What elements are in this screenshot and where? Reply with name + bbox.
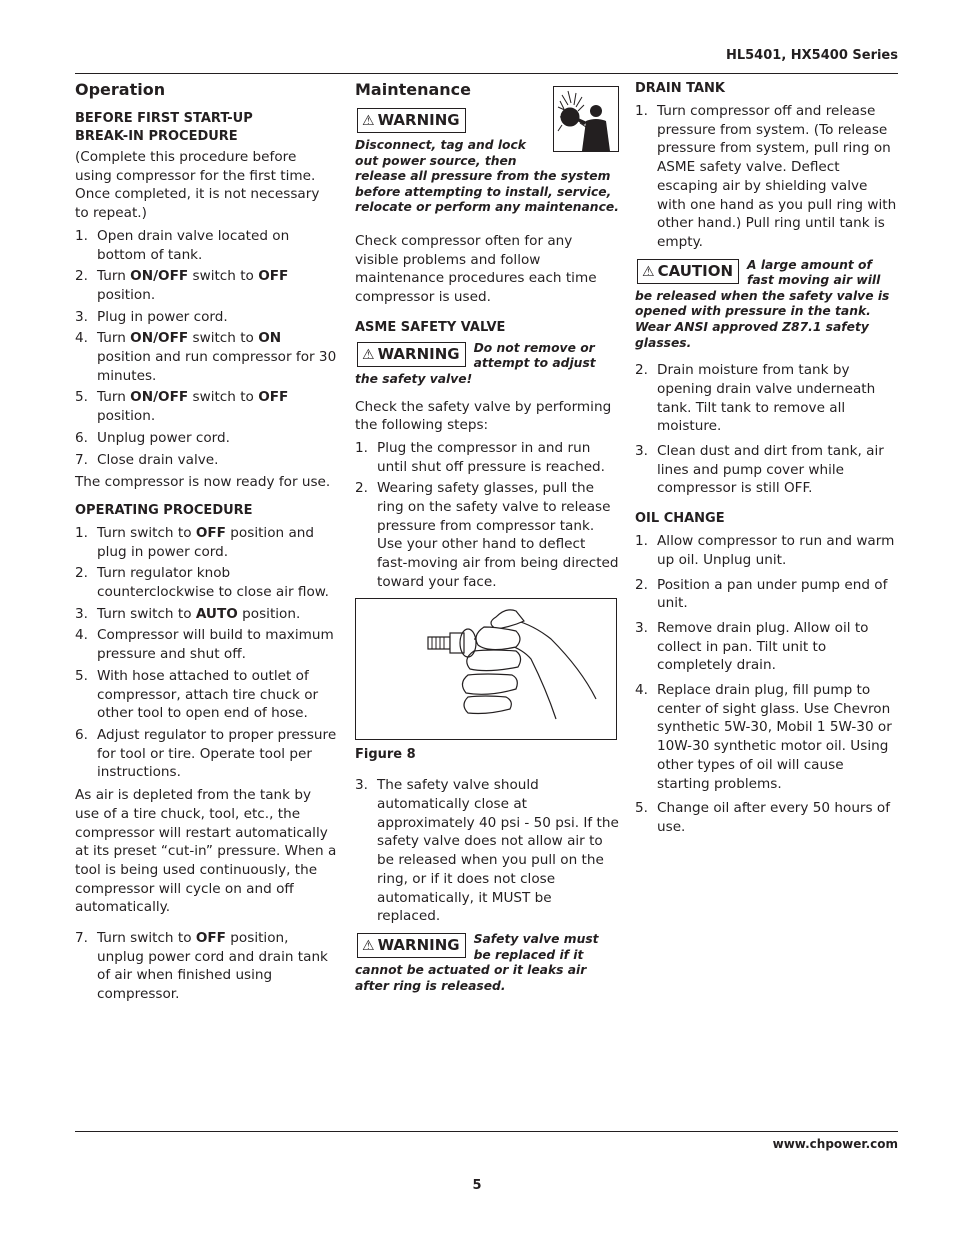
step-text: Turn compressor off and release pressure from system. (To release pressure from system, pull ring on ASME safety valve. Deflect escaping air by shielding valve with one hand as you pull ring with other hand.) Pull ring until tank is empty. [657, 103, 897, 250]
list-item [75, 227, 337, 264]
step-text: position. [237, 605, 301, 622]
top-rule [75, 73, 898, 74]
step-text: Compressor will build to maximum pressure and shut off. [97, 627, 334, 663]
list-item [635, 681, 900, 793]
step-number: 3. [635, 619, 648, 636]
step-text: Position a pan under pump end of unit. [657, 576, 888, 612]
breakin-heading-line2: BREAK-IN PROCEDURE [75, 129, 238, 144]
step-number: 5. [75, 667, 88, 684]
footer-url: www.chpower.com [772, 1137, 898, 1151]
step-number: 5. [75, 389, 88, 406]
list-item [355, 439, 619, 476]
drain-oil-column [635, 78, 900, 841]
breakin-steps [75, 227, 337, 469]
caution-badge [637, 259, 739, 284]
drain-steps [635, 361, 900, 498]
step-bold: ON/OFF [130, 268, 189, 285]
operation-column [75, 78, 337, 1008]
step-text: Turn [97, 268, 131, 285]
step-number: 7. [75, 451, 88, 468]
step-bold: OFF [258, 268, 289, 285]
valve-steps [355, 439, 619, 592]
depleted-text: As air is depleted from the tank by use of a tire chuck, tool, etc., the compressor will restart automatically at its preset “cut-in” pressure. When a tool is being used continuously, the compressor will cycle on and off automatically. [75, 787, 337, 916]
check-valve-text: Check the safety valve by performing the following steps: [355, 398, 612, 434]
valve-step3 [355, 776, 619, 926]
list-item [75, 726, 337, 782]
step-text: switch to [188, 268, 259, 285]
list-item [635, 576, 900, 613]
list-item [75, 429, 337, 448]
warning-triangle-icon: ⚠ [362, 346, 375, 363]
step-text: The safety valve should automatically close at approximately 40 psi - 50 psi. If the safety valve does not allow air to be released when you pull on the ring, or if it does not close automatically, it MUST be replaced. [377, 777, 619, 925]
asme-heading: ASME SAFETY VALVE [355, 319, 506, 335]
step-bold: ON/OFF [130, 389, 189, 406]
warning-label: WARNING [377, 344, 460, 363]
list-item [75, 929, 337, 1004]
list-item [635, 799, 900, 836]
list-item [75, 329, 337, 385]
step-bold: ON [258, 330, 282, 347]
step-number: 4. [75, 627, 88, 644]
step-text: Turn switch to [97, 930, 196, 947]
list-item [75, 626, 337, 663]
warning-badge [357, 933, 466, 958]
explosion-hazard-icon [553, 86, 619, 152]
step-number: 7. [75, 930, 88, 947]
step-text: Clean dust and dirt from tank, air lines and pump cover while compressor is still OFF. [657, 443, 884, 497]
operating-steps [75, 524, 337, 782]
list-item [75, 667, 337, 723]
step-number: 3. [75, 605, 88, 622]
list-item [75, 564, 337, 601]
step-text: Unplug power cord. [97, 429, 230, 446]
warning-badge [357, 342, 466, 367]
step-number: 2. [355, 480, 368, 497]
step-bold: OFF [258, 389, 289, 406]
drain-tank-heading: DRAIN TANK [635, 81, 725, 96]
caution-label: CAUTION [657, 261, 734, 280]
step-text: switch to [188, 389, 259, 406]
step-bold: OFF [195, 930, 226, 947]
step-number: 2. [635, 576, 648, 593]
list-item [75, 524, 337, 561]
oil-change-heading: OIL CHANGE [635, 511, 725, 527]
warning-triangle-icon: ⚠ [642, 263, 655, 280]
step-text: Wearing safety glasses, pull the ring on the safety valve to release pressure from compressor tank. Use your other hand to deflect fast-moving air from being directed toward your face. [377, 480, 619, 590]
figure-caption: Figure 8 [355, 746, 416, 762]
step-text: position, unplug power cord and drain tank of air when finished using compressor. [97, 930, 328, 1003]
step-number: 2. [75, 268, 88, 285]
step-number: 4. [75, 330, 88, 347]
step-text: Allow compressor to run and warm up oil. Unplug unit. [657, 533, 895, 568]
step-text: Turn [97, 330, 131, 347]
check-text: Check compressor often for any visible problems and follow maintenance procedures each time compressor is used. [355, 232, 597, 306]
operating-heading: OPERATING PROCEDURE [75, 502, 253, 518]
warning-label: WARNING [377, 935, 460, 954]
step-text: Close drain valve. [97, 451, 219, 468]
step-bold: OFF [195, 524, 226, 541]
warning-triangle-icon: ⚠ [362, 113, 375, 129]
list-item [355, 479, 619, 591]
step-number: 1. [75, 227, 88, 244]
step-number: 1. [75, 524, 88, 541]
maintenance-title: Maintenance [355, 80, 472, 99]
step-text: Change oil after every 50 hours of use. [657, 800, 891, 835]
step-text: With hose attached to outlet of compressor, attach tire chuck or other tool to open end of hose. [97, 667, 319, 722]
step-text: Plug the compressor in and run until shut off pressure is reached. [377, 439, 606, 475]
step-text: Open drain valve located on bottom of tank. [97, 227, 290, 263]
step-text: switch to [188, 330, 259, 347]
step-number: 3. [355, 777, 368, 794]
breakin-heading [75, 110, 337, 146]
list-item [635, 532, 900, 569]
ready-text: The compressor is now ready for use. [75, 474, 331, 491]
step-text: position. [97, 408, 156, 425]
step-number: 6. [75, 726, 88, 743]
list-item [635, 361, 900, 436]
step-text: Remove drain plug. Allow oil to collect in pan. Tilt unit to completely drain. [657, 619, 869, 674]
step-text: Replace drain plug, fill pump to center of sight glass. Use Chevron synthetic 5W-30, Mobil 1 5W-30 or 10W-30 synthetic motor oil. Using other types of oil will cause starting problems. [657, 682, 892, 792]
breakin-intro: (Complete this procedure before using compressor for the first time. Once completed, it is not necessary to repeat.) [75, 149, 320, 222]
step-text: Plug in power cord. [97, 308, 228, 325]
warning1-text: Disconnect, tag and lock out power source, then release all pressure from the system before attempting to install, service, relocate or perform any maintenance. [355, 138, 619, 215]
step-number: 5. [635, 800, 648, 817]
list-item [355, 776, 619, 926]
drain-step1 [635, 102, 900, 252]
operating-step7 [75, 929, 337, 1004]
step-text: Turn switch to [97, 605, 196, 622]
figure-8-illustration [355, 598, 617, 740]
step-bold: AUTO [195, 605, 238, 622]
step-number: 6. [75, 429, 88, 446]
list-item [75, 605, 337, 624]
list-item [75, 308, 337, 327]
list-item [635, 442, 900, 498]
caution-text: A large amount of fast moving air will be released when the safety valve is opened with pressure in the tank. Wear ANSI approved Z87.1 safety glasses. [635, 257, 890, 350]
list-item [75, 451, 337, 470]
step-number: 3. [635, 443, 648, 459]
warning-badge [357, 108, 466, 133]
step-text: Adjust regulator to proper pressure for tool or tire. Operate tool per instructions. [97, 726, 337, 781]
step-text: position and plug in power cord. [97, 524, 315, 560]
step-number: 2. [75, 565, 88, 582]
list-item [635, 102, 900, 252]
warning3 [355, 932, 619, 994]
header-series: HL5401, HX5400 Series [725, 48, 898, 63]
step-text: position and run compressor for 30 minutes. [97, 349, 337, 384]
bottom-rule [75, 1131, 898, 1132]
list-item [635, 619, 900, 675]
warning2-text: Do not remove or attempt to adjust the safety valve! [355, 340, 596, 386]
step-number: 4. [635, 682, 648, 699]
warning-triangle-icon: ⚠ [362, 937, 375, 954]
step-number: 1. [355, 439, 368, 456]
step-text: position. [97, 286, 156, 303]
step-text: Turn [97, 389, 131, 406]
list-item [75, 388, 337, 425]
step-number: 1. [635, 533, 648, 550]
step-text: Drain moisture from tank by opening drain valve underneath tank. Tilt tank to remove all moisture. [657, 362, 876, 435]
step-number: 3. [75, 308, 88, 325]
oil-steps [635, 532, 900, 837]
warning3-text: Safety valve must be replaced if it cannot be actuated or it leaks air after ring is released. [355, 931, 599, 993]
list-item [75, 267, 337, 304]
breakin-heading-line1: BEFORE FIRST START-UP [75, 111, 253, 126]
step-text: Turn switch to [97, 524, 196, 541]
page-number: 5 [472, 1178, 482, 1193]
step-number: 1. [635, 103, 648, 119]
warning2 [355, 341, 619, 388]
step-bold: ON/OFF [130, 330, 189, 347]
operation-title: Operation [75, 80, 166, 99]
step-text: Turn regulator knob counterclockwise to close air flow. [97, 565, 329, 601]
step-number: 2. [635, 362, 648, 379]
warning-label: WARNING [377, 111, 460, 129]
caution-box [635, 258, 900, 352]
maintenance-column [355, 78, 619, 1004]
